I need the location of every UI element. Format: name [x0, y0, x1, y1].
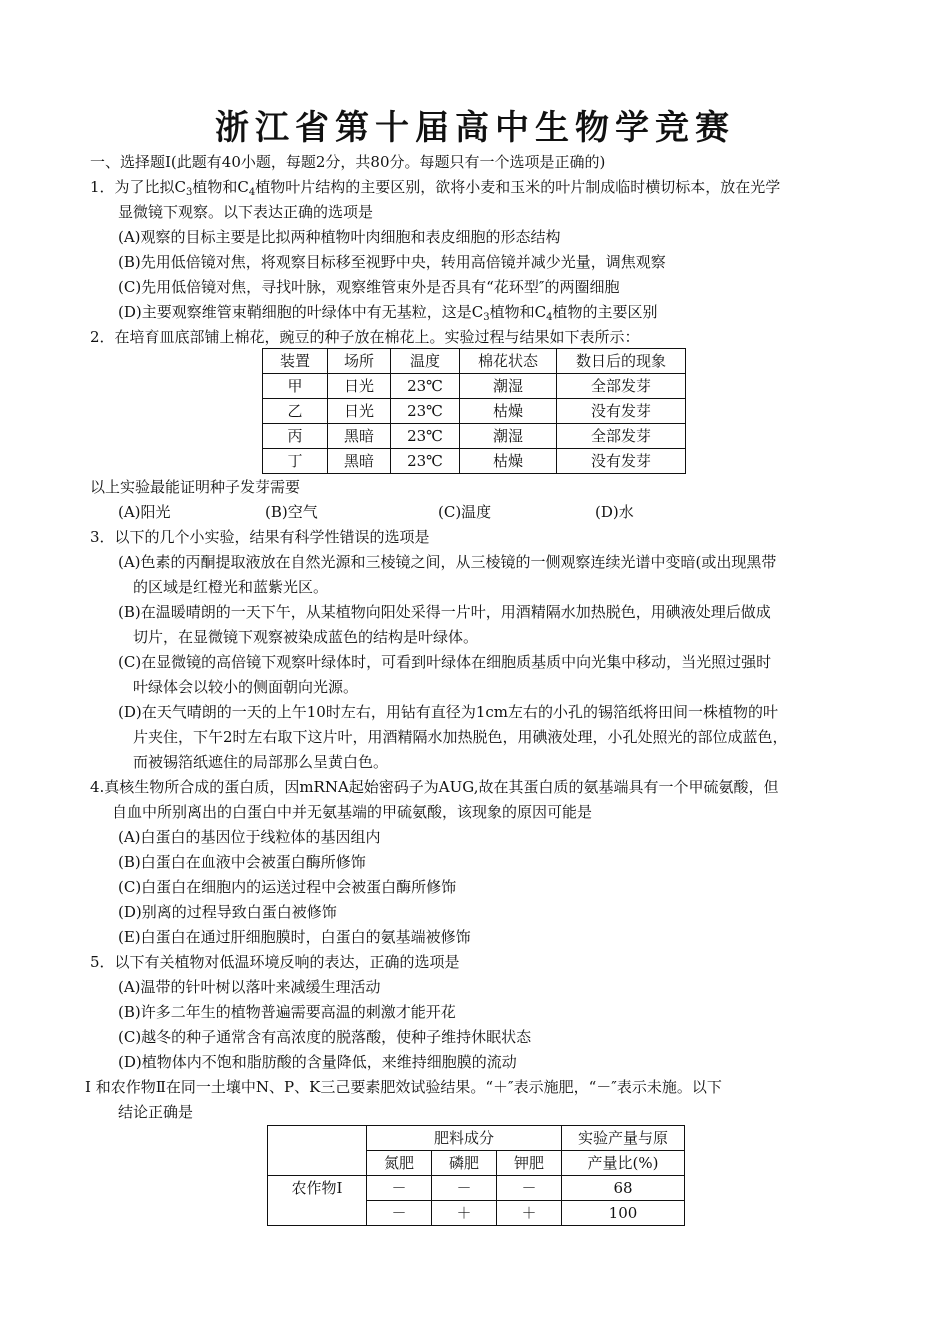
q1-option-d: (D)主要观察维管束鞘细胞的叶绿体中有无基粒，这是$C_3$植物和$C_4$植物的主要区别	[118, 303, 658, 323]
q2-option-c: (C)温度	[438, 503, 492, 521]
q3-option-a-line2: 的区域是红橙光和蓝紫光区。	[133, 578, 329, 596]
table-header-cell: 产量比(%)	[562, 1151, 685, 1176]
q3-option-d-line1: (D)在天气晴朗的一天的上午10时左右，用钻有直径为1cm左右的小孔的锡箔纸将田间一株植物的叶	[118, 703, 778, 721]
table-cell: 全部发芽	[557, 374, 686, 399]
section-header: 一、选择题Ⅰ(此题有40小题，每题2分，共80分。每题只有一个选项是正确的)	[90, 153, 606, 171]
q2-table	[262, 348, 686, 474]
table-cell: 枯燥	[460, 449, 557, 474]
q4-option-e: (E)白蛋白在通过肝细胞膜时，白蛋白的氨基端被修饰	[118, 928, 471, 946]
table-cell: 黑暗	[328, 424, 391, 449]
table-header-row	[268, 1126, 685, 1151]
q3-option-d-line3: 而被锡箔纸遮住的局部那么呈黄白色。	[133, 753, 389, 771]
table-cell: －	[497, 1176, 562, 1201]
q3-option-b-line2: 切片，在显微镜下观察被染成蓝色的结构是叶绿体。	[133, 628, 479, 646]
q3-option-c-line2: 叶绿体会以较小的侧面朝向光源。	[133, 678, 359, 696]
table-header-cell: 棉花状态	[460, 349, 557, 374]
q1-stem-line2: 显微镜下观察。以下表达正确的选项是	[118, 203, 374, 221]
table-header-cell: 场所	[328, 349, 391, 374]
q5-option-d: (D)植物体内不饱和脂肪酸的含量降低，来维持细胞膜的流动	[118, 1053, 517, 1071]
table-header-row	[263, 349, 686, 374]
q6-table	[267, 1125, 685, 1226]
q4-stem-line2: 自血中所别离出的白蛋白中并无氨基端的甲硫氨酸，该现象的原因可能是	[112, 803, 593, 821]
table-cell: 68	[562, 1176, 685, 1201]
table-header-cell: 实验产量与原	[562, 1126, 685, 1151]
q4-stem-line1: 4.真核生物所合成的蛋白质，因mRNA起始密码子为AUG,故在其蛋白质的氨基端具有一个甲硫氨酸，但	[90, 778, 779, 796]
table-cell: ＋	[497, 1201, 562, 1226]
table-cell: 枯燥	[460, 399, 557, 424]
exam-body	[85, 150, 870, 1125]
table-cell: 23℃	[391, 374, 460, 399]
table-cell: ＋	[432, 1201, 497, 1226]
table-header-cell: 磷肥	[432, 1151, 497, 1176]
table-corner-cell	[268, 1126, 367, 1176]
table-row	[263, 399, 686, 424]
table-cell: 乙	[263, 399, 328, 424]
q5-stem: 5．以下有关植物对低温环境反响的表达，正确的选项是	[90, 953, 460, 971]
q3-option-c-line1: (C)在显微镜的高倍镜下观察叶绿体时，可看到叶绿体在细胞质基质中向光集中移动，当光照过强时	[118, 653, 772, 671]
q6-stem-line2: 结论正确是	[118, 1103, 194, 1121]
q1-stem-line1: 1．为了比拟$C_3$植物和$C_4$植物叶片结构的主要区别，欲将小麦和玉米的叶片制成临时横切标本，放在光学	[90, 178, 781, 198]
q3-option-a-line1: (A)色素的丙酮提取液放在自然光源和三棱镜之间，从三棱镜的一侧观察连续光谱中变暗(或出现黑带	[118, 553, 777, 571]
q5-option-c: (C)越冬的种子通常含有高浓度的脱落酸，使种子维持休眠状态	[118, 1028, 532, 1046]
table-header-cell: 钾肥	[497, 1151, 562, 1176]
page-title: 浙江省第十届高中生物学竞赛	[215, 108, 735, 148]
table-cell: 农作物Ⅰ	[268, 1176, 367, 1226]
table-cell: 潮湿	[460, 374, 557, 399]
q5-option-a: (A)温带的针叶树以落叶来减缓生理活动	[118, 978, 381, 996]
table-row	[263, 374, 686, 399]
q3-option-d-line2: 片夹住，下午2时左右取下这片叶，用酒精隔水加热脱色，用碘液处理，小孔处照光的部位成蓝色，	[133, 728, 788, 746]
q1-option-a: (A)观察的目标主要是比拟两种植物叶肉细胞和表皮细胞的形态结构	[118, 228, 561, 246]
q4-option-b: (B)白蛋白在血液中会被蛋白酶所修饰	[118, 853, 366, 871]
table-header-cell: 装置	[263, 349, 328, 374]
table-cell: 23℃	[391, 424, 460, 449]
q1-option-c: (C)先用低倍镜对焦，寻找叶脉，观察维管束外是否具有“花环型″的两圈细胞	[118, 278, 620, 296]
table-header-cell: 数日后的现象	[557, 349, 686, 374]
table-cell: 日光	[328, 374, 391, 399]
table-cell: 潮湿	[460, 424, 557, 449]
q2-option-d: (D)水	[595, 503, 634, 521]
table-cell: 丙	[263, 424, 328, 449]
q2-stem: 2．在培育皿底部铺上棉花，豌豆的种子放在棉花上。实验过程与结果如下表所示：	[90, 328, 640, 346]
q3-option-b-line1: (B)在温暖晴朗的一天下午，从某植物向阳处采得一片叶，用酒精隔水加热脱色，用碘液处理后做成	[118, 603, 771, 621]
q3-stem: 3．以下的几个小实验，结果有科学性错误的选项是	[90, 528, 430, 546]
q6-stem-line1: Ⅰ 和农作物Ⅱ在同一土壤中N、P、K三己要素肥效试验结果。“＋″表示施肥，“－″表示未施。以下	[85, 1078, 722, 1096]
table-cell: －	[367, 1176, 432, 1201]
table-cell: 甲	[263, 374, 328, 399]
table-cell: 全部发芽	[557, 424, 686, 449]
table-cell: 23℃	[391, 399, 460, 424]
q2-option-b: (B)空气	[265, 503, 318, 521]
table-row	[263, 449, 686, 474]
q5-option-b: (B)许多二年生的植物普遍需要高温的刺激才能开花	[118, 1003, 456, 1021]
table-cell: 23℃	[391, 449, 460, 474]
q4-option-d: (D)别离的过程导致白蛋白被修饰	[118, 903, 337, 921]
table-cell: 没有发芽	[557, 449, 686, 474]
table-header-cell: 肥料成分	[367, 1126, 562, 1151]
table-row	[263, 424, 686, 449]
q2-option-a: (A)阳光	[118, 503, 171, 521]
q2-options	[90, 500, 870, 525]
table-cell: 没有发芽	[557, 399, 686, 424]
table-cell: 黑暗	[328, 449, 391, 474]
table-cell: －	[367, 1201, 432, 1226]
table-cell: 日光	[328, 399, 391, 424]
q2-conclusion: 以上实验最能证明种子发芽需要	[90, 478, 301, 496]
q1-option-b: (B)先用低倍镜对焦，将观察目标移至视野中央，转用高倍镜并减少光量，调焦观察	[118, 253, 666, 271]
q4-option-c: (C)白蛋白在细胞内的运送过程中会被蛋白酶所修饰	[118, 878, 457, 896]
q4-option-a: (A)白蛋白的基因位于线粒体的基因组内	[118, 828, 381, 846]
table-row	[268, 1176, 685, 1201]
table-cell: －	[432, 1176, 497, 1201]
table-header-cell: 氮肥	[367, 1151, 432, 1176]
table-cell: 丁	[263, 449, 328, 474]
table-header-cell: 温度	[391, 349, 460, 374]
table-cell: 100	[562, 1201, 685, 1226]
